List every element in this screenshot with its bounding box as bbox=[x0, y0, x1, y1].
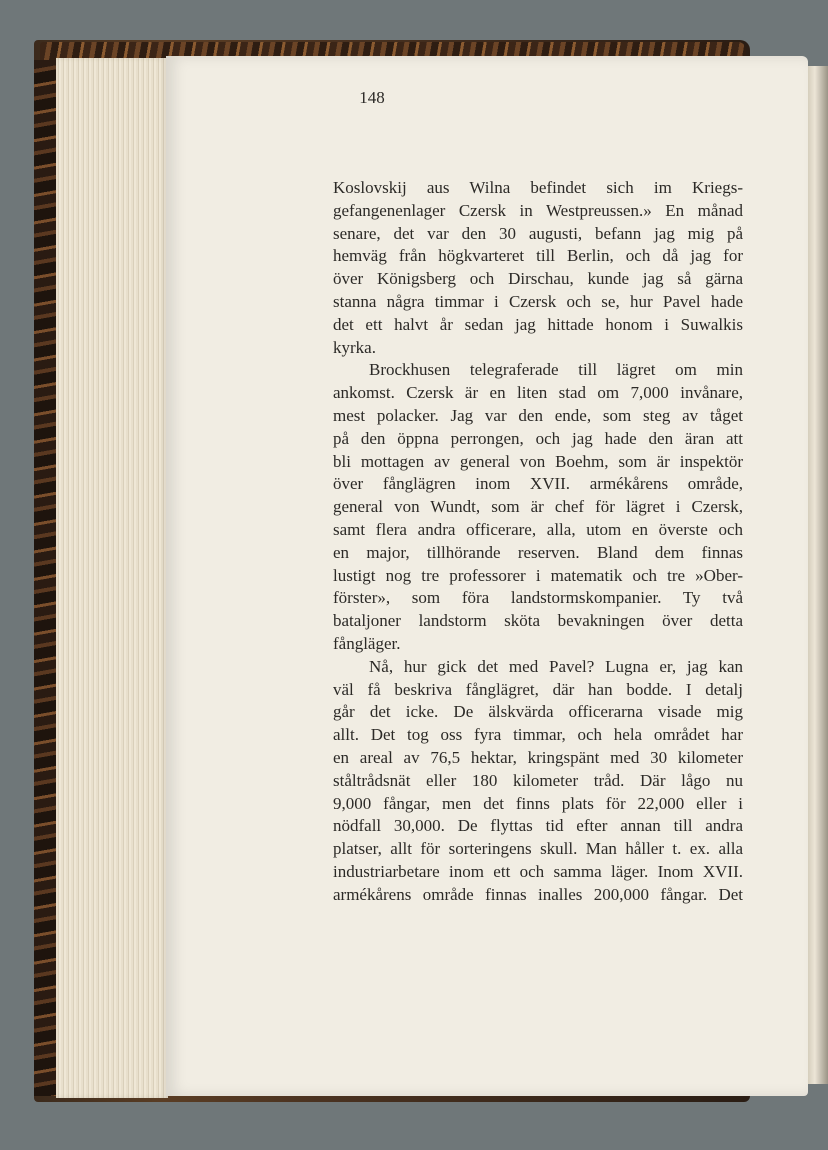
text-line: förster», som föra landstormskompanier. Ty två bbox=[333, 588, 743, 608]
text-line: en major, tillhörande reserven. Bland dem finnas bbox=[333, 542, 743, 562]
text-line: general von Wundt, som är chef för lägret i Czersk, bbox=[333, 497, 743, 517]
text-line: bli mottagen av general von Boehm, som är inspektör bbox=[333, 451, 743, 471]
book-right-edge bbox=[806, 66, 828, 1084]
text-line: lustigt nog tre professorer i matematik och tre »Ober- bbox=[333, 565, 743, 585]
text-line: en areal av 76,5 hektar, kringspänt med 30 kilometer bbox=[333, 747, 743, 767]
text-line: allt. Det tog oss fyra timmar, och hela området har bbox=[333, 725, 743, 745]
text-line: hemväg från högkvarteret till Berlin, och då jag for bbox=[333, 246, 743, 266]
text-line: armékårens område finnas inalles 200,000 fångar. Det bbox=[333, 884, 743, 904]
text-line: platser, allt för sorteringens skull. Man håller t. ex. alla bbox=[333, 839, 743, 859]
text-line: bataljoner landstorm sköta bevakningen över detta bbox=[333, 611, 743, 631]
text-line: över Königsberg och Dirschau, kunde jag så gärna bbox=[333, 269, 743, 289]
text-line: kyrka. bbox=[333, 337, 376, 357]
text-line: över fånglägren inom XVII. armékårens område, bbox=[333, 474, 743, 494]
text-line: gefangenenlager Czersk in Westpreussen.» En månad bbox=[333, 200, 743, 220]
text-line: nödfall 30,000. De flyttas tid efter annan till andra bbox=[333, 816, 743, 836]
text-line: Koslovskij aus Wilna befindet sich im Kriegs- bbox=[333, 178, 743, 197]
text-line: ståltrådsnät eller 180 kilometer tråd. Där lågo nu bbox=[333, 770, 743, 790]
text-line: mest polacker. Jag var den ende, som steg av tåget bbox=[333, 405, 743, 425]
text-line: det ett halvt år sedan jag hittade honom i Suwalkis bbox=[333, 314, 743, 334]
text-line: går det icke. De älskvärda officerarna visade mig bbox=[333, 702, 743, 722]
text-line: fångläger. bbox=[333, 633, 401, 653]
text-line: senare, det var den 30 augusti, befann jag mig på bbox=[333, 223, 743, 243]
text-line: Nå, hur gick det med Pavel? Lugna er, jag kan bbox=[369, 656, 743, 676]
text-line: industriarbetare inom ett och samma läger. Inom XVII. bbox=[333, 861, 743, 881]
text-line: stanna några timmar i Czersk och se, hur Pavel hade bbox=[333, 291, 743, 311]
page-number: 148 bbox=[359, 88, 385, 107]
text-line: 9,000 fångar, men det finns plats för 22,000 eller i bbox=[333, 793, 743, 813]
text-line: på den öppna perrongen, och jag hade den äran att bbox=[333, 428, 743, 448]
page-block-edges bbox=[56, 58, 168, 1098]
page-body-text bbox=[333, 177, 743, 907]
text-line: ankomst. Czersk är en liten stad om 7,000 invånare, bbox=[333, 383, 743, 403]
text-line: samt flera andra officerare, alla, utom en överste och bbox=[333, 519, 743, 539]
text-line: Brockhusen telegraferade till lägret om min bbox=[369, 360, 743, 380]
text-line: väl få beskriva fånglägret, där han bodde. I detalj bbox=[333, 679, 743, 699]
